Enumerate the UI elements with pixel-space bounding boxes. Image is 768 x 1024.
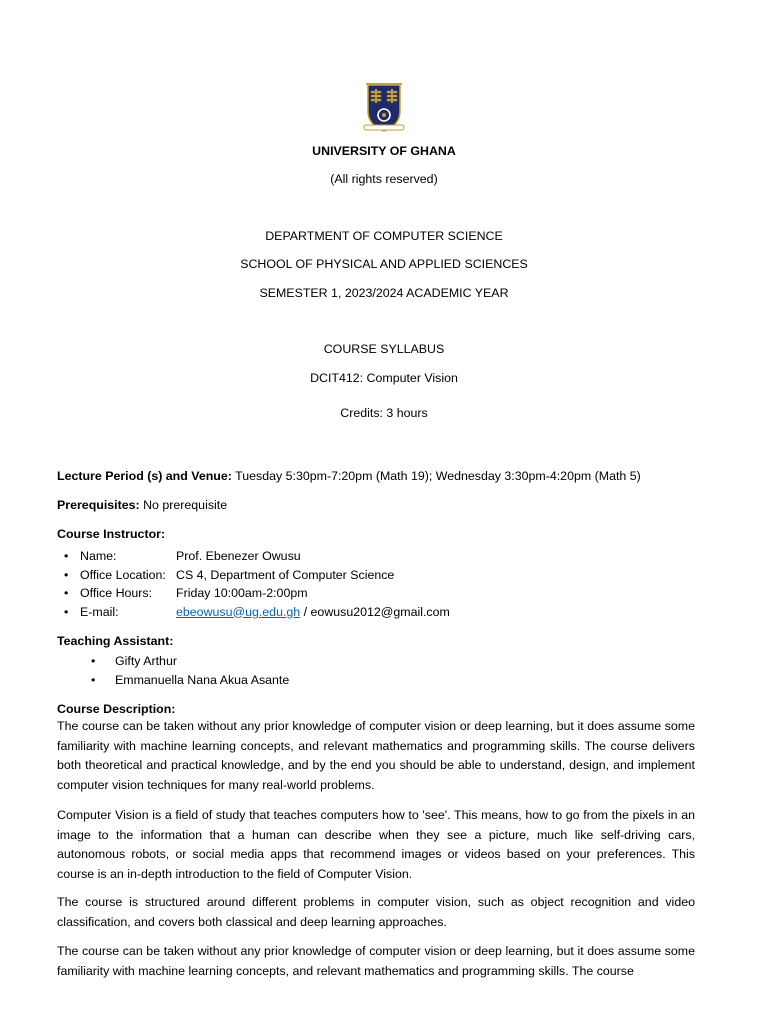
prerequisites-label: Prerequisites:: [57, 498, 140, 512]
list-item: [80, 585, 450, 604]
university-name: UNIVERSITY OF GHANA: [312, 144, 456, 158]
description-paragraph: The course is structured around different problems in computer vision, such as object recognition and video classification, and covers both classical and deep learning approaches.: [57, 895, 695, 929]
instructor-name-value: Prof. Ebenezer Owusu: [176, 549, 301, 563]
university-crest-icon: [362, 81, 406, 133]
office-location-key: Office Location:: [80, 567, 166, 582]
rights-notice: (All rights reserved): [330, 172, 438, 186]
office-hours-key: Office Hours:: [80, 586, 153, 600]
description-paragraph: The course can be taken without any prior knowledge of computer vision or deep learning, but it does assume some familiarity with machine learning concepts, and relevant mathematics and programming skills. The course: [57, 944, 695, 978]
lecture-period-value: Tuesday 5:30pm-7:20pm (Math 19); Wednesday 3:30pm-4:20pm (Math 5): [231, 469, 641, 483]
instructor-details-list: [80, 548, 450, 622]
course-description-label: Course Description:: [57, 702, 176, 716]
list-item: [80, 548, 450, 567]
semester-line: SEMESTER 1, 2023/2024 ACADEMIC YEAR: [259, 286, 509, 300]
list-item: [80, 567, 450, 586]
teaching-assistant-list: [115, 653, 289, 691]
teaching-assistant-label: Teaching Assistant:: [57, 634, 174, 648]
list-item: • Gifty Arthur: [115, 653, 289, 672]
list-item: [80, 604, 450, 623]
course-instructor-label: Course Instructor:: [57, 527, 166, 541]
office-hours-value: Friday 10:00am-2:00pm: [176, 586, 308, 600]
instructor-name-key: Name:: [80, 549, 117, 563]
instructor-email-link[interactable]: ebeowusu@ug.edu.gh: [176, 604, 301, 619]
instructor-email-secondary: / eowusu2012@gmail.com: [300, 604, 450, 619]
office-location-value: CS 4, Department of Computer Science: [176, 567, 395, 582]
description-paragraph: Computer Vision is a field of study that teaches computers how to 'see'. This means, how to go from the pixels in an image to the information that a human can describe when they see a picture, much like self-driving cars, autonomous robots, or social media apps that recommend images or videos based on your preferences. This course is an in-depth introduction to the field of Computer Vision.: [57, 808, 695, 881]
course-credits: Credits: 3 hours: [340, 406, 428, 420]
course-title: DCIT412: Computer Vision: [310, 371, 458, 385]
list-item: • Emmanuella Nana Akua Asante: [115, 672, 289, 691]
school-name: SCHOOL OF PHYSICAL AND APPLIED SCIENCES: [240, 257, 528, 271]
email-key: E-mail:: [80, 604, 119, 619]
prerequisites-value: No prerequisite: [139, 498, 228, 512]
prerequisites-row: [57, 497, 227, 513]
description-paragraph: The course can be taken without any prior knowledge of computer vision or deep learning, but it does assume some familiarity with machine learning concepts, and relevant mathematics and programming skills. The course delivers both theoretical and practical knowledge, and by the end you should be able to understand, design, and implement computer vision techniques for many real-world problems.: [57, 719, 695, 792]
department-name: DEPARTMENT OF COMPUTER SCIENCE: [265, 229, 503, 243]
lecture-period-row: [57, 468, 641, 484]
document-type: COURSE SYLLABUS: [323, 342, 445, 356]
lecture-period-label: Lecture Period (s) and Venue:: [57, 469, 232, 483]
